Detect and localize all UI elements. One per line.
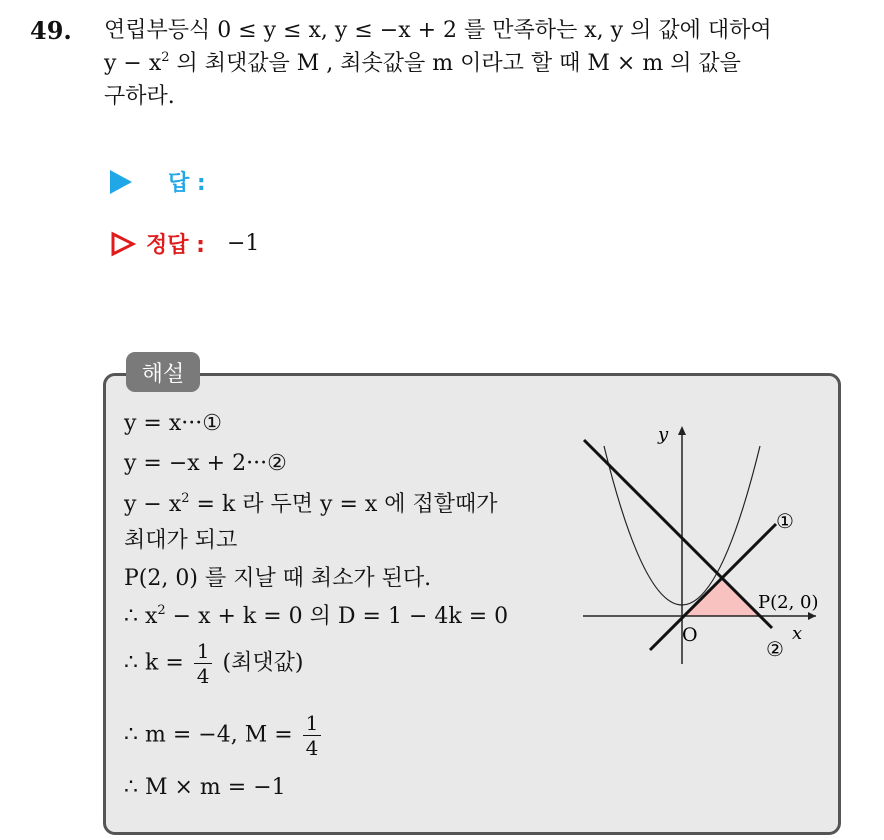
solution-line-6 [124, 599, 508, 630]
x-axis-arrow [808, 612, 816, 620]
line-1-label: ① [776, 509, 794, 533]
fraction-k-den: 4 [196, 664, 210, 688]
correct-answer-label: 정답 : [146, 233, 205, 258]
origin-label: O [682, 624, 698, 646]
solution-line-3-a: y − x [124, 492, 182, 517]
answer-row [110, 166, 206, 197]
line-2-label: ② [766, 637, 784, 661]
solution-line-8-a: ∴ m = −4, M = [124, 722, 293, 748]
fraction-M-num: 1 [303, 711, 322, 736]
solution-line-7-b: (최댓값) [222, 650, 304, 676]
problem-line-2-a: y − x [104, 51, 162, 76]
feasible-region [682, 578, 758, 616]
correct-answer-value: −1 [226, 231, 260, 256]
line-2 [584, 440, 772, 628]
solution-line-2: y = −x + 2···② [124, 451, 287, 476]
problem-number: 49. [30, 16, 72, 45]
solution-line-3 [124, 487, 498, 518]
solution-line-1: y = x···① [124, 411, 222, 436]
problem-line-2-b: 의 최댓값을 M , 최솟값을 m 이라고 할 때 M × m 의 값을 [169, 51, 741, 76]
outline-triangle-icon [110, 231, 136, 257]
solution-line-7 [124, 639, 303, 688]
fraction-k-num: 1 [194, 639, 213, 664]
solution-line-6-b: − x + k = 0 의 D = 1 − 4k = 0 [165, 604, 509, 629]
x-axis-label: x [792, 623, 803, 644]
point-p-label: P(2, 0) [758, 592, 819, 613]
region-graph [578, 418, 828, 668]
fraction-k [194, 639, 213, 688]
correct-answer-row [110, 228, 259, 259]
solution-line-5: P(2, 0) 를 지날 때 최소가 된다. [124, 566, 432, 591]
solution-line-3-sup: 2 [181, 491, 190, 506]
fraction-M-den: 4 [305, 736, 319, 760]
problem-line-2-sup: 2 [161, 50, 170, 65]
solution-line-3-b: = k 라 두면 y = x 에 접할때가 [189, 492, 498, 517]
solution-tab: 해설 [126, 352, 200, 392]
solution-line-6-a: ∴ x [124, 604, 158, 629]
solution-line-4: 최대가 되고 [124, 528, 238, 553]
play-triangle-icon [110, 170, 132, 194]
line-1 [650, 524, 776, 650]
problem-line-2 [104, 47, 884, 80]
fraction-M [303, 711, 322, 760]
problem-line-1: 연립부등식 0 ≤ y ≤ x, y ≤ −x + 2 를 만족하는 x, y 의 값에 대하여 [104, 18, 772, 43]
problem-line-3: 구하라. [104, 84, 175, 109]
problem-text [104, 14, 884, 113]
solution-line-6-sup: 2 [157, 603, 166, 618]
solution-line-7-a: ∴ k = [124, 650, 184, 676]
answer-label: 답 : [168, 171, 206, 196]
y-axis-arrow [678, 426, 686, 435]
y-axis-label: y [658, 424, 669, 445]
solution-line-8 [124, 711, 324, 760]
solution-line-9: ∴ M × m = −1 [124, 775, 286, 800]
